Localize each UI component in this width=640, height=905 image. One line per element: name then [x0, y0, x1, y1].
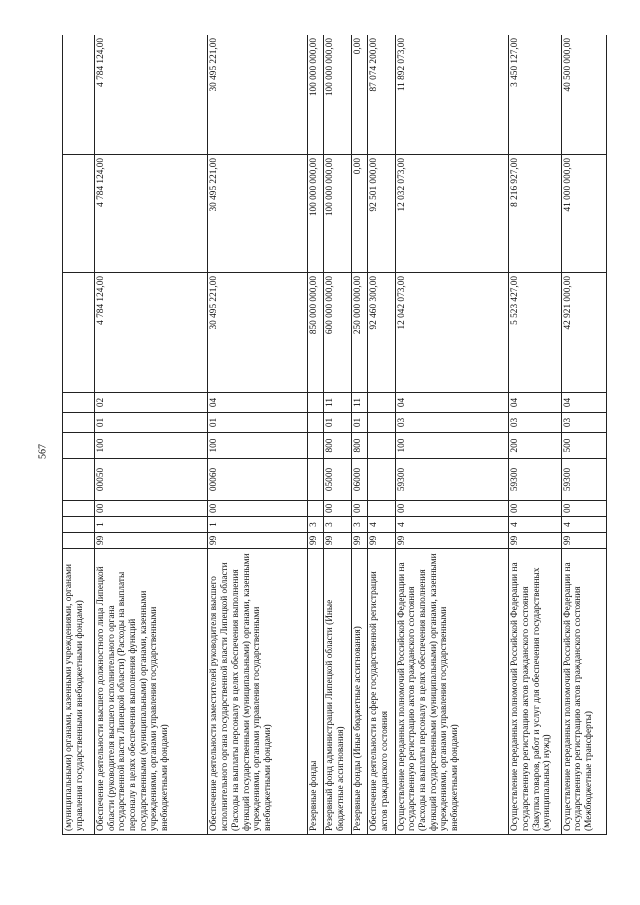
table-cell-program: 99 [352, 533, 368, 549]
table-cell-name: Обеспечение деятельности в сфере государственной регистрации актов гражданского состояния [367, 549, 395, 835]
table-cell-direction [63, 459, 95, 501]
table-cell-sum-2: 12 032 073,00 [395, 155, 509, 273]
table-row [63, 35, 95, 835]
table-cell-subsection: 11 [352, 393, 368, 413]
table-cell-name: Резервный фонд администрации Липецкой области (Иные бюджетные ассигнования) [324, 549, 352, 835]
table-cell-sum-1: 42 921 000,00 [561, 273, 607, 393]
table-row [395, 35, 509, 835]
table-cell-sum-3: 30 495 221,00 [208, 35, 308, 155]
table-cell-sum-3: 4 784 124,00 [94, 35, 208, 155]
table-cell-name: (муниципальными) органами, казенными учреждениями, органами управления государственными внебюджетными фондами) [63, 549, 95, 835]
table-cell-sum-1 [63, 273, 95, 393]
table-cell-subprogram: 1 [94, 517, 208, 533]
table-row [561, 35, 607, 835]
table-cell-program [63, 533, 95, 549]
table-cell-sum-1: 4 784 124,00 [94, 273, 208, 393]
table-cell-main-event: 00 [208, 501, 308, 517]
table-cell-name: Резервные фонды [308, 549, 324, 835]
table-row [509, 35, 561, 835]
table-cell-sum-3: 0,00 [352, 35, 368, 155]
table-cell-direction: 59300 [509, 459, 561, 501]
table-row [352, 35, 368, 835]
table-cell-main-event: 00 [395, 501, 509, 517]
table-cell-sum-2: 41 000 000,00 [561, 155, 607, 273]
table-cell-expense-type [63, 433, 95, 459]
table-cell-subsection [63, 393, 95, 413]
table-cell-name: Осуществление переданных полномочий Российской Федерации на государственную регистрацию актов гражданского состояния (Межбюджетные трансферты) [561, 549, 607, 835]
table-cell-main-event [63, 501, 95, 517]
table-cell-expense-type: 100 [208, 433, 308, 459]
table-cell-sum-3: 87 074 200,00 [367, 35, 395, 155]
table-cell-name: Осуществление переданных полномочий Российской Федерации на государственную регистрацию актов гражданского состояния (Закупка товаров, работ и услуг для обеспечения государственных (муниципальных) нужд) [509, 549, 561, 835]
table-cell-subsection: 02 [94, 393, 208, 413]
table-cell-sum-2: 92 501 000,00 [367, 155, 395, 273]
table-cell-name: Обеспечение деятельности высшего должностного лица Липецкой области (руководителя высшего исполнительного органа государственной власти Липецкой области) (Расходы на выплаты персоналу в целях обеспечения выполнения функций государственными (муниципальными) органами, казенными учреждениями, органами управления государственными внебюджетными фондами) [94, 549, 208, 835]
table-cell-name: Осуществление переданных полномочий Российской Федерации на государственную регистрацию актов гражданского состояния (Расходы на выплаты персоналу в целях обеспечения выполнения функций государственными (муниципальными) органами, казенными учреждениями, органами управления государственными внебюджетными фондами) [395, 549, 509, 835]
table-cell-direction [308, 459, 324, 501]
rotated-table-wrapper [62, 35, 607, 835]
table-cell-subprogram: 4 [561, 517, 607, 533]
table-cell-sum-3: 40 500 000,00 [561, 35, 607, 155]
page-number: 567 [37, 444, 49, 459]
table-cell-direction [367, 459, 395, 501]
table-cell-name: Обеспечение деятельности заместителей руководителя высшего исполнительного органа государственной власти Липецкой области (Расходы на выплаты персоналу в целях обеспечения выполнения функций государственными (муниципальными) органами, казенными учреждениями, органами управления государственными внебюджетными фондами) [208, 549, 308, 835]
table-cell-expense-type: 100 [94, 433, 208, 459]
table-row [308, 35, 324, 835]
table-cell-sum-3 [63, 35, 95, 155]
table-cell-program: 99 [561, 533, 607, 549]
table-cell-subprogram: 4 [509, 517, 561, 533]
table-cell-sum-2: 8 216 927,00 [509, 155, 561, 273]
table-cell-subprogram: 3 [308, 517, 324, 533]
table-cell-direction: 00060 [208, 459, 308, 501]
table-cell-program: 99 [308, 533, 324, 549]
table-cell-subsection: 04 [509, 393, 561, 413]
table-cell-main-event [367, 501, 395, 517]
table-cell-sum-2: 100 000 000,00 [324, 155, 352, 273]
table-cell-program: 99 [208, 533, 308, 549]
table-cell-name: Резервные фонды (Иные бюджетные ассигнования) [352, 549, 368, 835]
table-cell-sum-1: 600 000 000,00 [324, 273, 352, 393]
table-cell-main-event [308, 501, 324, 517]
table-cell-expense-type: 800 [324, 433, 352, 459]
table-cell-sum-1: 92 460 300,00 [367, 273, 395, 393]
table-cell-subprogram: 3 [324, 517, 352, 533]
table-cell-direction: 05000 [324, 459, 352, 501]
table-cell-program: 99 [94, 533, 208, 549]
table-cell-direction: 00050 [94, 459, 208, 501]
table-cell-subsection [308, 393, 324, 413]
table-cell-main-event: 00 [561, 501, 607, 517]
table-cell-expense-type: 800 [352, 433, 368, 459]
table-cell-section: 03 [561, 413, 607, 433]
table-cell-direction: 59300 [395, 459, 509, 501]
table-row [208, 35, 308, 835]
table-cell-program: 99 [324, 533, 352, 549]
table-cell-subprogram: 4 [367, 517, 395, 533]
table-cell-section: 03 [509, 413, 561, 433]
table-cell-subsection: 04 [395, 393, 509, 413]
table-cell-expense-type [367, 433, 395, 459]
table-row [367, 35, 395, 835]
table-cell-sum-2 [63, 155, 95, 273]
table-cell-section: 03 [395, 413, 509, 433]
table-cell-section: 01 [352, 413, 368, 433]
table-cell-sum-2: 4 784 124,00 [94, 155, 208, 273]
table-cell-section: 01 [324, 413, 352, 433]
table-row [94, 35, 208, 835]
table-cell-section [308, 413, 324, 433]
table-cell-program: 99 [509, 533, 561, 549]
table-cell-section: 01 [208, 413, 308, 433]
table-cell-program: 99 [395, 533, 509, 549]
table-cell-expense-type: 100 [395, 433, 509, 459]
rotated-table [62, 35, 607, 835]
table-cell-section [367, 413, 395, 433]
table-cell-subprogram: 3 [352, 517, 368, 533]
table-cell-section: 01 [94, 413, 208, 433]
table-cell-subsection: 04 [208, 393, 308, 413]
table-cell-sum-3: 11 892 073,00 [395, 35, 509, 155]
budget-table [62, 35, 607, 835]
table-cell-main-event: 00 [94, 501, 208, 517]
table-cell-subsection: 04 [561, 393, 607, 413]
table-cell-sum-1: 850 000 000,00 [308, 273, 324, 393]
table-cell-main-event: 00 [324, 501, 352, 517]
table-cell-expense-type: 500 [561, 433, 607, 459]
table-cell-sum-2: 30 495 221,00 [208, 155, 308, 273]
table-cell-subprogram: 1 [208, 517, 308, 533]
table-cell-subprogram [63, 517, 95, 533]
table-cell-sum-1: 5 523 427,00 [509, 273, 561, 393]
table-cell-main-event: 00 [352, 501, 368, 517]
table-cell-section [63, 413, 95, 433]
table-cell-sum-3: 3 450 127,00 [509, 35, 561, 155]
table-cell-subsection [367, 393, 395, 413]
table-cell-direction: 06000 [352, 459, 368, 501]
table-cell-program: 99 [367, 533, 395, 549]
table-cell-direction: 59300 [561, 459, 607, 501]
table-cell-sum-1: 12 042 073,00 [395, 273, 509, 393]
table-cell-expense-type: 200 [509, 433, 561, 459]
table-cell-sum-1: 30 495 221,00 [208, 273, 308, 393]
table-cell-sum-2: 100 000 000,00 [308, 155, 324, 273]
table-cell-sum-3: 100 000 000,00 [308, 35, 324, 155]
table-cell-sum-3: 100 000 000,00 [324, 35, 352, 155]
table-cell-subsection: 11 [324, 393, 352, 413]
table-cell-expense-type [308, 433, 324, 459]
table-body [63, 35, 607, 835]
table-cell-sum-1: 250 000 000,00 [352, 273, 368, 393]
table-cell-subprogram: 4 [395, 517, 509, 533]
table-row [324, 35, 352, 835]
table-cell-main-event: 00 [509, 501, 561, 517]
table-cell-sum-2: 0,00 [352, 155, 368, 273]
